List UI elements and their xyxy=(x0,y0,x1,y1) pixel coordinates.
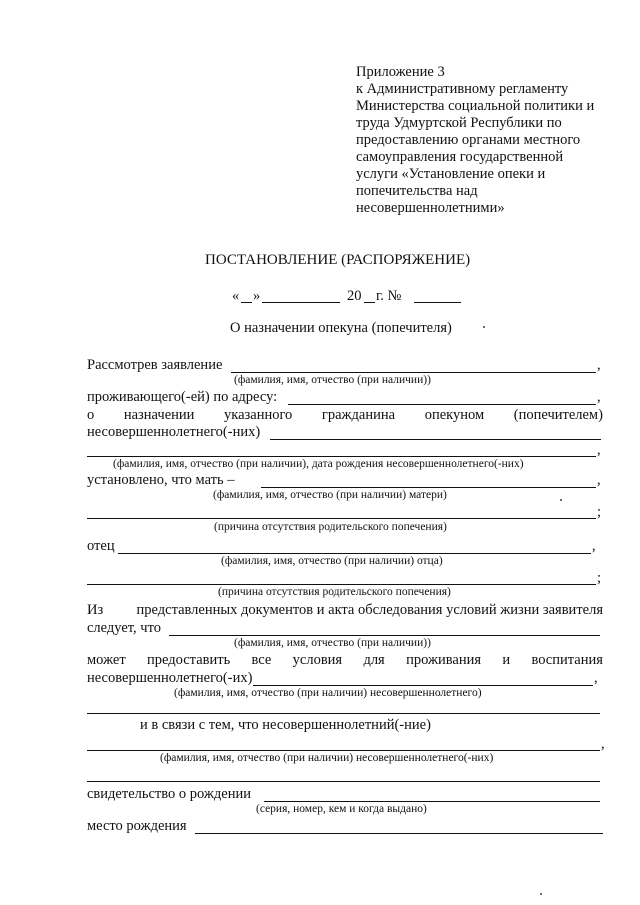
punct-comma: , xyxy=(601,736,605,752)
mother-label: установлено, что мать – xyxy=(87,472,235,488)
quote-open: « xyxy=(232,288,240,304)
minor-name-field[interactable] xyxy=(270,439,601,440)
caption-fio: (фамилия, имя, отчество (при наличии)) xyxy=(234,374,431,386)
scan-speck xyxy=(560,499,562,501)
address-label: проживающего(-ей) по адресу: xyxy=(87,389,278,405)
mother-absence-field[interactable] xyxy=(87,518,596,519)
day-field[interactable] xyxy=(241,302,252,303)
appointment-line xyxy=(87,407,603,424)
birth-place-label: место рождения xyxy=(87,818,187,834)
guardian-name-field[interactable] xyxy=(169,635,600,636)
appendix-line: услуги «Установление опеки и xyxy=(356,166,546,182)
word: воспитания xyxy=(531,652,603,668)
year-suffix: г. № xyxy=(376,288,402,304)
word: может xyxy=(87,652,126,668)
caption-cert: (серия, номер, кем и когда выдано) xyxy=(256,803,427,815)
word: и xyxy=(502,652,511,668)
word: назначении xyxy=(123,407,195,423)
blank-line[interactable] xyxy=(87,713,600,714)
caption-minors: (фамилия, имя, отчество (при наличии) несовершеннолетнего(-них) xyxy=(160,752,494,764)
punct-comma: , xyxy=(597,472,601,488)
father-absence-field[interactable] xyxy=(87,584,596,585)
appendix-line: несовершеннолетними» xyxy=(356,200,505,216)
caption-father: (фамилия, имя, отчество (при наличии) отца) xyxy=(221,555,443,567)
scan-speck xyxy=(483,326,485,328)
follows-label: следует, что xyxy=(87,620,161,636)
appendix-line: к Административному регламенту xyxy=(356,81,569,97)
scan-speck xyxy=(540,893,542,895)
minor-name-field-cont[interactable] xyxy=(87,456,596,457)
caption-absence: (причина отсутствия родительского попечения) xyxy=(218,586,451,598)
birth-cert-label: свидетельство о рождении xyxy=(87,786,251,802)
punct-comma: , xyxy=(597,389,601,405)
word: представленных документов и акта обследования условий жизни заявителя xyxy=(136,602,603,618)
minor-name-field-2[interactable] xyxy=(253,685,593,686)
blank-line[interactable] xyxy=(87,781,600,782)
punct-semicolon: ; xyxy=(597,504,602,520)
month-field[interactable] xyxy=(262,302,340,303)
word: указанного xyxy=(224,407,293,423)
appendix-line: предоставлению органами местного xyxy=(356,132,581,148)
minor-label-2: несовершеннолетнего(-их) xyxy=(87,670,253,686)
caption-minor-dob: (фамилия, имя, отчество (при наличии), дата рождения несовершеннолетнего(-них) xyxy=(113,458,524,470)
appendix-line: Министерства социальной политики и xyxy=(356,98,595,114)
punct-semicolon: ; xyxy=(597,570,602,586)
word: (попечителем) xyxy=(513,407,603,423)
considered-label: Рассмотрев заявление xyxy=(87,357,223,373)
father-name-field[interactable] xyxy=(118,553,591,554)
birth-cert-field[interactable] xyxy=(264,801,600,802)
word: условия xyxy=(292,652,343,668)
minor-label: несовершеннолетнего(-них) xyxy=(87,424,261,440)
caption-absence: (причина отсутствия родительского попечения) xyxy=(214,521,447,533)
word: Из xyxy=(87,602,104,618)
document-subject: О назначении опекуна (попечителя) xyxy=(230,320,452,336)
can-provide-line xyxy=(87,652,603,669)
word: гражданина xyxy=(321,407,396,423)
punct-comma: , xyxy=(592,538,596,554)
documents-line xyxy=(87,602,603,619)
caption-mother: (фамилия, имя, отчество (при наличии) матери) xyxy=(213,489,447,501)
word: все xyxy=(251,652,272,668)
appendix-line: попечительства над xyxy=(356,183,478,199)
appendix-line: труда Удмуртской Республики по xyxy=(356,115,562,131)
mother-name-field[interactable] xyxy=(261,487,596,488)
word: проживания xyxy=(406,652,482,668)
number-field[interactable] xyxy=(414,302,461,303)
year-prefix: 20 xyxy=(347,288,362,304)
caption-fio: (фамилия, имя, отчество (при наличии)) xyxy=(234,637,431,649)
quote-close: » xyxy=(253,288,261,304)
appendix-line: самоуправления государственной xyxy=(356,149,564,165)
year-field[interactable] xyxy=(364,302,375,303)
appendix-line: Приложение 3 xyxy=(356,64,445,80)
punct-comma: , xyxy=(597,442,601,458)
word: предоставить xyxy=(147,652,231,668)
word: опекуном xyxy=(424,407,485,423)
word: о xyxy=(87,407,95,423)
father-label: отец xyxy=(87,538,115,554)
punct-comma: , xyxy=(597,357,601,373)
caption-minor: (фамилия, имя, отчество (при наличии) несовершеннолетнего) xyxy=(174,687,482,699)
applicant-name-field[interactable] xyxy=(231,372,596,373)
document-title: ПОСТАНОВЛЕНИЕ (РАСПОРЯЖЕНИЕ) xyxy=(205,252,471,268)
word: для xyxy=(363,652,385,668)
punct-comma: , xyxy=(594,670,598,686)
in-connection-text: и в связи с тем, что несовершеннолетний(-ние) xyxy=(140,717,431,733)
birth-place-field[interactable] xyxy=(195,833,603,834)
address-field[interactable] xyxy=(288,404,596,405)
minors-name-field[interactable] xyxy=(87,750,600,751)
